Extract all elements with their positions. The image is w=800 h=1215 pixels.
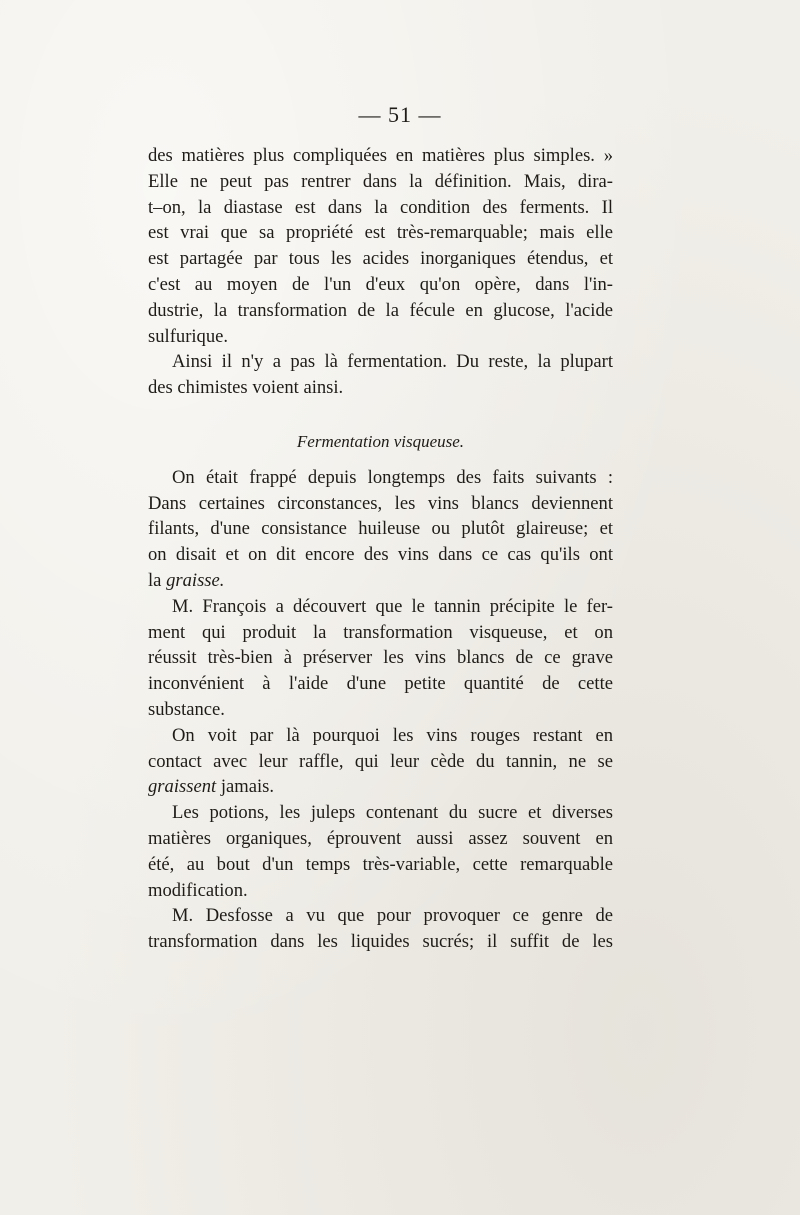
text-line: Ainsi il n'y a pas là fermentation. Du reste, la plupart bbox=[172, 351, 613, 373]
text-line: été, au bout d'un temps très-variable, cette remarquable bbox=[148, 853, 613, 875]
paragraph-4 bbox=[148, 594, 613, 723]
paragraph-3 bbox=[148, 465, 613, 594]
text-fragment: jamais. bbox=[216, 776, 275, 798]
text-line: est partagée par tous les acides inorganiques étendus, et bbox=[148, 248, 613, 270]
text-line: Les potions, les juleps contenant du sucre et diverses bbox=[172, 802, 613, 824]
italic-word: graisse. bbox=[166, 569, 225, 591]
paragraph-7 bbox=[148, 903, 613, 955]
text-line: Dans certaines circonstances, les vins blancs deviennent bbox=[148, 492, 613, 514]
text-line: matières organiques, éprouvent aussi assez souvent en bbox=[148, 827, 613, 849]
text-line: est vrai que sa propriété est très-remarquable; mais elle bbox=[148, 222, 613, 244]
text-line: des chimistes voient ainsi. bbox=[148, 377, 344, 399]
section-title: Fermentation visqueuse. bbox=[296, 431, 465, 451]
text-line: t–on, la diastase est dans la condition des ferments. Il bbox=[148, 196, 613, 218]
text-line: dustrie, la transformation de la fécule en glucose, l'acide bbox=[148, 299, 613, 321]
paragraph-2 bbox=[148, 349, 613, 401]
text-line: filants, d'une consistance huileuse ou plutôt glaireuse; et bbox=[148, 518, 613, 540]
text-line: Elle ne peut pas rentrer dans la définition. Mais, dira- bbox=[148, 170, 613, 192]
text-line bbox=[148, 568, 613, 594]
page-number: — 51 — bbox=[358, 102, 442, 127]
text-line: substance. bbox=[148, 698, 225, 720]
body-text bbox=[148, 143, 613, 955]
paragraph-6 bbox=[148, 800, 613, 903]
text-line: c'est au moyen de l'un d'eux qu'on opère, dans l'in- bbox=[148, 273, 613, 295]
text-line: modification. bbox=[148, 879, 248, 901]
text-line: sulfurique. bbox=[148, 325, 229, 347]
text-line: inconvénient à l'aide d'une petite quantité de cette bbox=[148, 673, 613, 695]
text-line: on disait et on dit encore des vins dans ce cas qu'ils ont bbox=[148, 544, 613, 566]
paragraph-1 bbox=[148, 143, 613, 349]
text-line: M. Desfosse a vu que pour provoquer ce genre de bbox=[172, 905, 613, 927]
italic-word: graissent bbox=[148, 776, 217, 798]
paragraph-5 bbox=[148, 723, 613, 800]
text-line bbox=[148, 774, 613, 800]
text-line: contact avec leur raffle, qui leur cède du tannin, ne se bbox=[148, 750, 613, 772]
text-line: On était frappé depuis longtemps des faits suivants : bbox=[172, 466, 613, 488]
text-line: transformation dans les liquides sucrés; il suffit de les bbox=[148, 931, 613, 953]
text-line: réussit très-bien à préserver les vins blancs de ce grave bbox=[148, 647, 613, 669]
text-fragment: la bbox=[148, 569, 167, 591]
text-line: M. François a découvert que le tannin précipite le fer- bbox=[172, 595, 613, 617]
text-line: des matières plus compliquées en matières plus simples. » bbox=[148, 145, 613, 166]
text-line: On voit par là pourquoi les vins rouges restant en bbox=[172, 724, 613, 746]
text-line: ment qui produit la transformation visqueuse, et on bbox=[148, 621, 613, 643]
